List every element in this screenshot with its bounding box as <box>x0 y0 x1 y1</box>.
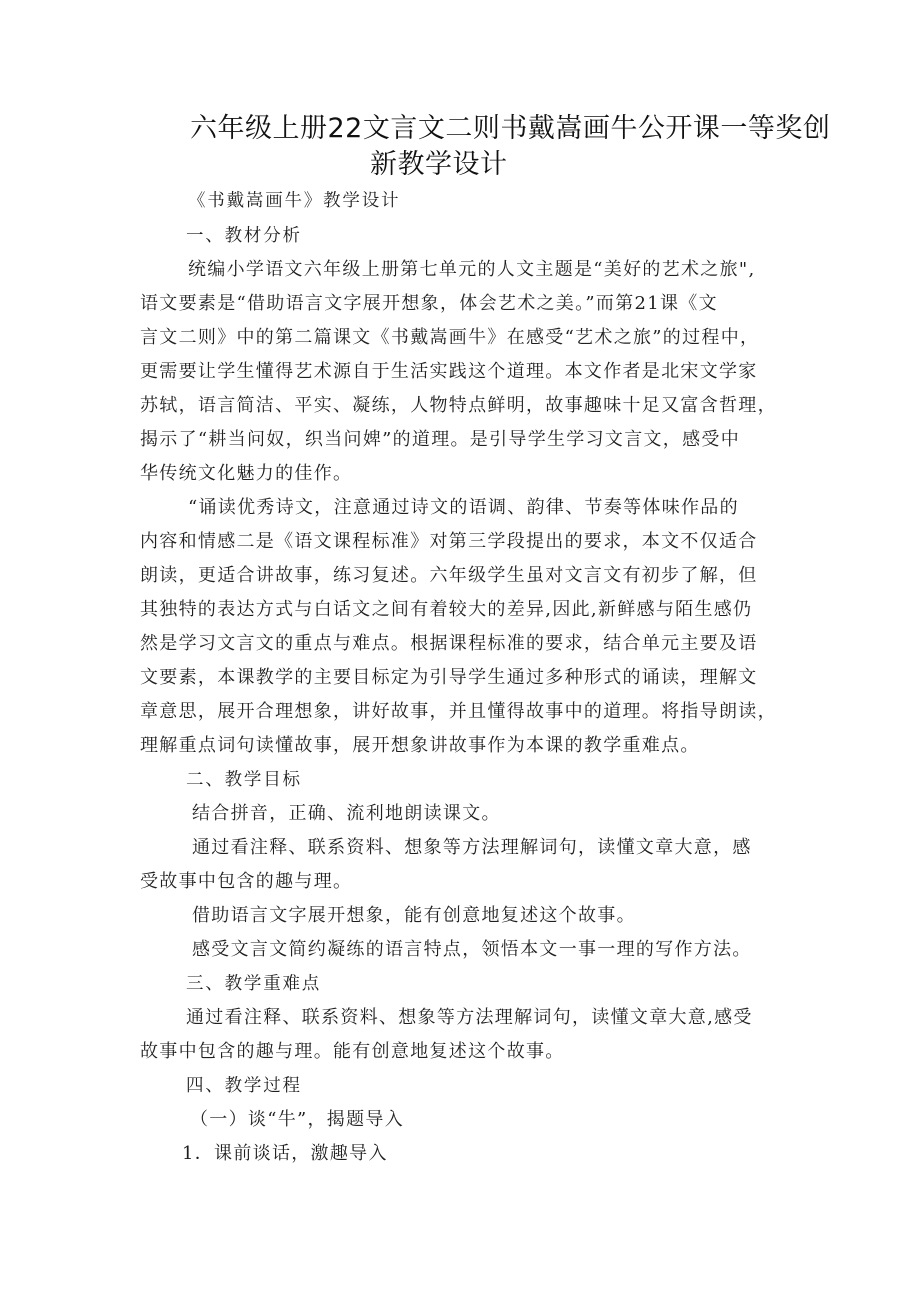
paragraph-line: 然是学习文言文的重点与难点。根据课程标准的要求，结合单元主要及语 <box>140 633 758 654</box>
goal-item: 结合拼音，正确、流利地朗读课文。 <box>192 803 501 824</box>
paragraph-line: 理解重点词句读懂故事，展开想象讲故事作为本课的教学重难点。 <box>140 735 700 756</box>
paragraph-line: 故事中包含的趣与理。能有创意地复述这个故事。 <box>140 1041 565 1062</box>
document-title-line-2: 新教学设计 <box>370 149 508 180</box>
process-step: （一）谈“牛”，揭题导入 <box>190 1109 405 1130</box>
paragraph-line: 华传统文化魅力的佳作。 <box>140 463 353 484</box>
paragraph-line: 统编小学语文六年级上册第七单元的人文主题是“美好的艺术之旅", <box>188 259 756 280</box>
paragraph-line: 内容和情感二是《语文课程标准》对第三学段提出的要求，本文不仅适合 <box>140 531 758 552</box>
paragraph-line: 文要素，本课教学的主要目标定为引导学生通过多种形式的诵读，理解文 <box>140 667 758 688</box>
goal-item: 感受文言文简约凝练的语言特点，领悟本文一事一理的写作方法。 <box>192 939 752 960</box>
section-heading-goals: 二、教学目标 <box>186 770 302 790</box>
subtitle: 《书戴嵩画牛》教学设计 <box>188 191 401 211</box>
paragraph-line: 通过看注释、联系资料、想象等方法理解词句，读懂文章大意,感受 <box>186 1007 753 1028</box>
goal-item-continued: 受故事中包含的趣与理。 <box>140 871 353 892</box>
goal-item: 通过看注释、联系资料、想象等方法理解词句，读懂文章大意，感 <box>192 837 752 858</box>
process-substep: 1．课前谈话，激趣导入 <box>182 1143 388 1164</box>
paragraph-line: 苏轼，语言简洁、平实、凝练，人物特点鲜明，故事趣味十足又富含哲理， <box>140 395 777 416</box>
section-heading-process: 四、教学过程 <box>186 1076 302 1096</box>
paragraph-line: “诵读优秀诗文，注意通过诗文的语调、韵律、节奏等体味作品的 <box>188 497 739 518</box>
goal-item: 借助语言文字展开想象，能有创意地复述这个故事。 <box>192 905 636 926</box>
paragraph-line: 更需要让学生懂得艺术源自于生活实践这个道理。本文作者是北宋文学家 <box>140 361 758 382</box>
document-title-line-1: 六年级上册22文言文二则书戴嵩画牛公开课一等奖创 <box>190 113 831 144</box>
section-heading-analysis: 一、教材分析 <box>186 226 302 246</box>
paragraph-line: 章意思，展开合理想象，讲好故事，并且懂得故事中的道理。将指导朗读， <box>140 701 777 722</box>
paragraph-line: 语文要素是“借助语言文字展开想象，体会艺术之美。”而第21课《文 <box>140 293 718 314</box>
paragraph-line: 言文二则》中的第二篇课文《书戴嵩画牛》在感受“艺术之旅”的过程中， <box>140 327 760 348</box>
paragraph-line: 朗读，更适合讲故事，练习复述。六年级学生虽对文言文有初步了解，但 <box>140 565 758 586</box>
section-heading-key-points: 三、教学重难点 <box>186 974 322 994</box>
paragraph-line: 揭示了“耕当问奴，织当问婢”的道理。是引导学生学习文言文，感受中 <box>140 429 741 450</box>
paragraph-line: 其独特的表达方式与白话文之间有着较大的差异,因此,新鲜感与陌生感仍 <box>140 599 753 620</box>
